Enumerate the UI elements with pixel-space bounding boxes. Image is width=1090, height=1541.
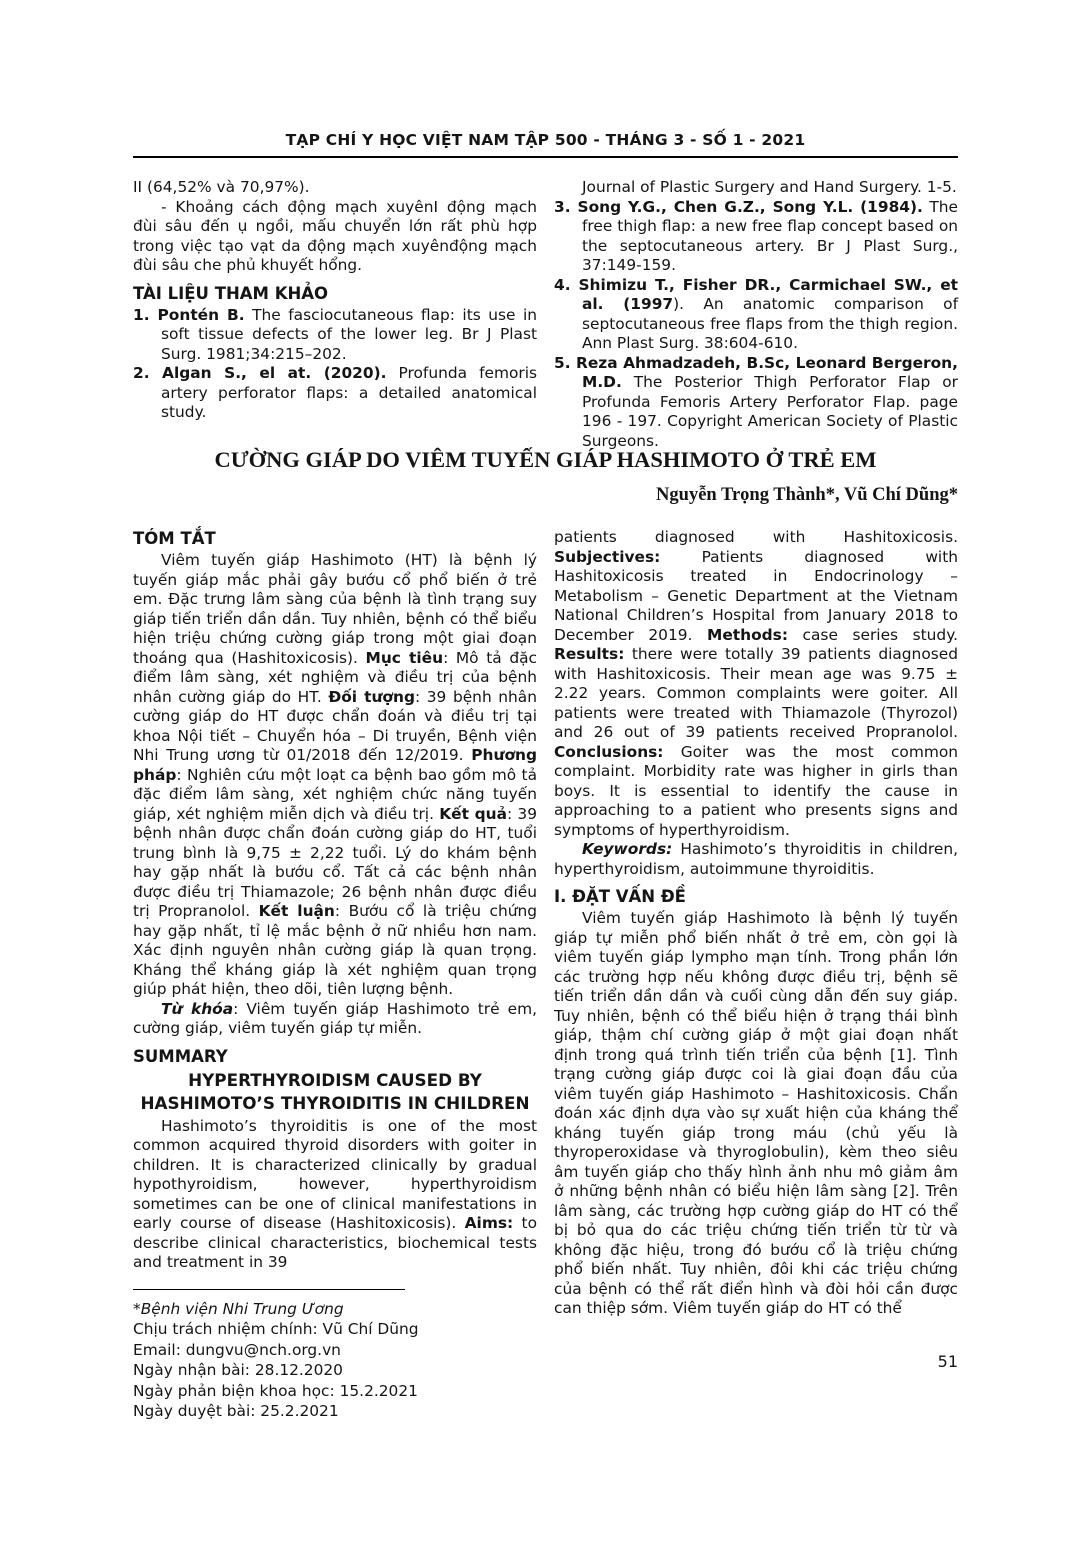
article-body-section: [133, 528, 958, 1422]
summary-abstract-continuation: patients diagnosed with Hashitoxicosis. Subjectives: Patients diagnosed with Hashitoxicosis treated in Endocrinology – Metabolism – Genetic Department at the Vietnam National Children’s Hospital from January 2018 to December 2019. Methods: case series study. Results: there were totally 39 patients diagnosed with Hashitoxicosis. Their mean age was 9.75 ± 2.22 years. Common complaints were goiter. All patients were treated with Thiamazole (Thyrozol) and 26 out of 39 patients received Propranolol. Conclusions: Goiter was the most common complaint. Morbidity rate was higher in girls than boys. It is essential to identify the cause in approaching to a patient who presents signs and symptoms of hyperthyroidism.: [554, 528, 958, 839]
footnote-date-reviewed: Ngày phản biện khoa học: 15.2.2021: [133, 1381, 418, 1400]
footnote-corresponding-author: Chịu trách nhiệm chính: Vũ Chí Dũng: [133, 1320, 419, 1338]
introduction-heading: I. ĐẶT VẤN ĐỀ: [554, 887, 686, 906]
summary-subtitle: HYPERTHYROIDISM CAUSED BY HASHIMOTO’S THYROIDITIS IN CHILDREN: [140, 1069, 530, 1113]
prev-paragraph-2: - Khoảng cách động mạch xuyênI động mạch đùi sâu đến ụ ngồi, mấu chuyển lớn rất phù hợp trong việc tạo vạt da động mạch xuyênđộng mạch đùi sâu che phủ khuyết hổng.: [133, 197, 537, 274]
reference-2-continuation: Journal of Plastic Surgery and Hand Surgery. 1-5.: [582, 178, 957, 196]
journal-running-head: [133, 131, 958, 158]
prev-left-column: [133, 178, 537, 451]
summary-abstract: Hashimoto’s thyroiditis is one of the most common acquired thyroid disorders with goiter in children. It is characterized clinically by gradual hypothyroidism, however, hyperthyroidism sometimes can be one of clinical manifestations in early course of disease (Hashitoxicosis). Aims: to describe clinical characteristics, biochemical tests and treatment in 39: [133, 1116, 537, 1271]
prev-paragraph-1: II (64,52% và 70,97%).: [133, 178, 310, 196]
reference-item-5: 5. Reza Ahmadzadeh, B.Sc, Leonard Bergeron, M.D. The Posterior Thigh Perforator Flap or Profunda Femoris Artery Perforator Flap. page 196 - 197. Copyright American Society of Plastic Surgeons.: [554, 353, 958, 450]
reference-item-1: 1. Pontén B. The fasciocutaneous flap: its use in soft tissue defects of the lower leg. Br J Plast Surg. 1981;34:215–202.: [133, 305, 537, 363]
reference-item-2: 2. Algan S., el at. (2020). Profunda femoris artery perforator flaps: a detailed anatomical study.: [133, 364, 537, 421]
prev-right-column: [554, 178, 958, 451]
article-left-column: [133, 528, 537, 1422]
introduction-paragraph: Viêm tuyến giáp Hashimoto là bệnh lý tuyến giáp tự miễn phổ biến nhất ở trẻ em, còn gọi là viêm tuyến giáp lympho mạn tính. Trong phần lớn các trường hợp nếu không được điều trị, bệnh sẽ tiến triển dần dần và cuối cùng dẫn đến suy giáp. Tuy nhiên, bệnh có thể biểu hiện ở trạng thái bình giáp, thậm chí cường giáp ở một giai đoạn nhất định trong quá trình tiến triển của bệnh [1]. Tình trạng cường giáp được coi là giai đoạn đầu của viêm tuyến giáp Hashimoto – Hashitoxicosis. Chẩn đoán xác định dựa vào sự xuất hiện của kháng thể kháng tuyến giáp trong máu (chủ yếu là thyroperoxidase và thyroglobulin), kèm theo siêu âm tuyến giáp cho thấy hình ảnh nhu mô giảm âm ở những bệnh nhân có biểu hiện lâm sàng [2]. Trên lâm sàng, các trường hợp cường giáp do HT có thể bị bỏ qua do các triệu chứng tiến triển từ từ và không đặc hiệu, trong đó bướu cổ là triệu chứng phổ biến nhất. Tuy nhiên, đôi khi các triệu chứng của bệnh có thể rất điển hình và đòi hỏi cần được can thiệp sớm. Viêm tuyến giáp do HT có thể: [554, 909, 958, 1317]
article-right-column: [554, 528, 958, 1422]
tom-tat-heading: TÓM TẮT: [133, 529, 216, 548]
tom-tat-keywords: Từ khóa: Viêm tuyến giáp Hashimoto trẻ em, cường giáp, viêm tuyến giáp tự miễn.: [133, 999, 537, 1037]
tom-tat-abstract: Viêm tuyến giáp Hashimoto (HT) là bệnh lý tuyến giáp mắc phải gây bướu cổ phổ biến ở trẻ em. Đặc trưng lâm sàng của bệnh là tình trạng suy giáp tiến triển dần dần. Tuy nhiên, bệnh có thể biểu hiện triệu chứng cường giáp trong một giai đoạn thoáng qua (Hashitoxicosis). Mục tiêu: Mô tả đặc điểm lâm sàng, xét nghiệm và điều trị của bệnh nhân cường giáp do HT. Đối tượng: 39 bệnh nhân cường giáp do HT được chẩn đoán và điều trị tại khoa Nội tiết – Chuyển hóa – Di truyền, Bệnh viện Nhi Trung ương từ 01/2018 đến 12/2019. Phương pháp: Nghiên cứu một loạt ca bệnh bao gồm mô tả đặc điểm lâm sàng, xét nghiệm chức năng tuyến giáp, xét nghiệm miễn dịch và điều trị. Kết quả: 39 bệnh nhân được chẩn đoán cường giáp do HT, tuổi trung bình là 9,75 ± 2,22 tuổi. Lý do khám bệnh hay gặp nhất là bướu cổ. Tất cả các bệnh nhân được điều trị Thiamazole; 26 bệnh nhân được điều trị Propranolol. Kết luận: Bướu cổ là triệu chứng hay gặp nhất, tỉ lệ mắc bệnh ở nữ nhiều hơn nam. Xác định nguyên nhân cường giáp là quan trọng. Kháng thể kháng giáp là xét nghiệm quan trọng giúp phát hiện, theo dõi, tiên lượng bệnh.: [133, 551, 537, 998]
article-title: CƯỜNG GIÁP DO VIÊM TUYẾN GIÁP HASHIMOTO Ở TRẺ EM: [214, 447, 877, 472]
article-title-block: [133, 446, 958, 507]
reference-item-3: 3. Song Y.G., Chen G.Z., Song Y.L. (1984). The free thigh flap: a new free flap concept based on the septocutaneous artery. Br J Plast Surg., 37:149-159.: [554, 197, 958, 274]
previous-article-section: [133, 178, 958, 451]
page-number: 51: [937, 1352, 958, 1371]
page-number-row: [133, 1352, 958, 1371]
footnote-email: Email: dungvu@nch.org.vn: [133, 1340, 341, 1359]
footnote-affiliation: *Bệnh viện Nhi Trung Ương: [133, 1299, 344, 1318]
footnote-date-received: Ngày nhận bài: 28.12.2020: [133, 1361, 343, 1379]
summary-heading: SUMMARY: [133, 1046, 228, 1066]
journal-header-title: TẠP CHÍ Y HỌC VIỆT NAM TẬP 500 - THÁNG 3 - SỐ 1 - 2021: [285, 131, 806, 149]
summary-keywords: Keywords: Hashimoto’s thyroiditis in children, hyperthyroidism, autoimmune thyroiditis.: [554, 840, 958, 878]
references-heading: TÀI LIỆU THAM KHẢO: [133, 283, 329, 303]
footnote-separator-rule: [133, 1289, 405, 1290]
reference-item-4: 4. Shimizu T., Fisher DR., Carmichael SW., et al. (1997). An anatomic comparison of septocutaneous free flaps from the thigh region. Ann Plast Surg. 38:604-610.: [554, 275, 958, 352]
article-authors: Nguyễn Trọng Thành*, Vũ Chí Dũng*: [656, 485, 958, 505]
footnote-date-accepted: Ngày duyệt bài: 25.2.2021: [133, 1402, 339, 1420]
